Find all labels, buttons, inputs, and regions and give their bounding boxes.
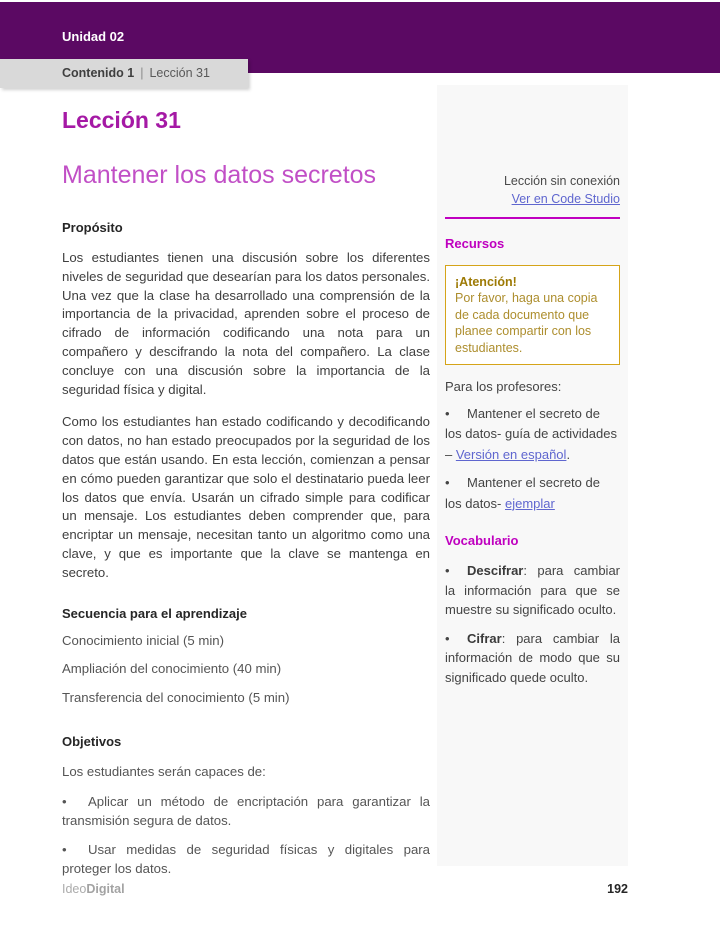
- breadcrumb-lesson-label: Lección 31: [149, 66, 210, 80]
- vocabulary-heading: Vocabulario: [445, 533, 519, 548]
- objective-item: [62, 793, 430, 831]
- footer-brand-bold: Digital: [86, 882, 125, 896]
- bullet-marker: •: [445, 630, 450, 646]
- exemplar-link[interactable]: ejemplar: [504, 495, 555, 511]
- magenta-divider: [445, 217, 620, 219]
- resources-heading: Recursos: [445, 236, 505, 251]
- breadcrumb-content-label: Contenido 1: [62, 66, 135, 80]
- bullet-marker: •: [445, 475, 450, 490]
- main-column: [62, 98, 430, 879]
- objective-item-text: Aplicar un método de encriptación para garantizar la transmisión segura de datos.: [62, 793, 430, 828]
- code-studio-link[interactable]: Ver en Code Studio: [511, 192, 620, 206]
- sequence-heading: Secuencia para el aprendizaje: [62, 605, 247, 621]
- vocabulary-item: [445, 629, 620, 688]
- breadcrumb: [0, 59, 248, 88]
- bullet-marker: •: [445, 405, 450, 421]
- bullet-marker: •: [62, 793, 67, 809]
- teacher-resource-item: [445, 404, 620, 466]
- bullet-marker: •: [445, 563, 450, 578]
- teacher-resource-text: Mantener el secreto de los datos- guía de actividades – Versión en español.: [445, 405, 617, 462]
- vocabulary-term: Descifrar: [467, 563, 524, 578]
- footer-brand: [62, 882, 125, 896]
- lesson-subtitle: Mantener los datos secretos: [62, 161, 377, 189]
- spanish-version-link[interactable]: Versión en español: [455, 446, 567, 462]
- teacher-resource-text: Mantener el secreto de los datos- ejemplar: [445, 475, 600, 511]
- attention-title: ¡Atención!: [455, 275, 517, 289]
- lesson-number-title: Lección 31: [62, 107, 181, 133]
- vocabulary-definition: : para cambiar la información de modo que su significado quede oculto.: [445, 630, 620, 685]
- sequence-item: Conocimiento inicial (5 min): [62, 632, 224, 648]
- teacher-resource-item: [445, 473, 620, 514]
- offline-block: [445, 173, 620, 208]
- attention-box: [445, 265, 620, 365]
- footer-brand-regular: Ideo: [62, 882, 87, 896]
- bullet-marker: •: [62, 842, 67, 858]
- sequence-item: Ampliación del conocimiento (40 min): [62, 661, 282, 677]
- unit-label: Unidad 02: [62, 29, 125, 44]
- vocabulary-definition: : para cambiar la información para que se muestre su significado oculto.: [445, 563, 620, 617]
- purpose-paragraph-2: Como los estudiantes han estado codificando y decodificando con datos, no han estado preocupados por la seguridad de los datos que están usando. En esta lección, comienzan a pensar en cómo pueden garantizar que solo el destinatario pueda leer los datos que envía. Usarán un cifrado simple para codificar un mensaje. Los estudiantes deben comprender que, para encriptar un mensaje, necesitan tanto un algoritmo como una clave, y que es importante que la clave se mantenga en secreto.: [62, 414, 430, 580]
- resources-sidebar: [437, 85, 628, 866]
- objective-item-text: Usar medidas de seguridad físicas y digitales para proteger los datos.: [62, 842, 430, 877]
- vocabulary-term: Cifrar: [467, 630, 502, 646]
- vocabulary-item: [445, 561, 620, 620]
- page-number: 192: [607, 882, 628, 896]
- teachers-intro: Para los profesores:: [445, 379, 562, 394]
- objectives-intro: Los estudiantes serán capaces de:: [62, 763, 266, 779]
- offline-label: Lección sin conexión: [503, 174, 620, 188]
- breadcrumb-separator: |: [140, 66, 144, 80]
- objectives-heading: Objetivos: [62, 733, 122, 749]
- attention-body: Por favor, haga una copia de cada documento que planee compartir con los estudiantes.: [455, 291, 598, 355]
- purpose-paragraph-1: Los estudiantes tienen una discusión sobre los diferentes niveles de seguridad que desearían para los datos personales. Una vez que la clase ha desarrollado una comprensión de la importancia de la privacidad, aprenden sobre el proceso de cifrado de información codificando una nota para un compañero y descifrando la nota del compañero. La clase concluye con una discusión sobre la importancia de la seguridad física y digital.: [62, 250, 430, 397]
- objective-item: [62, 841, 430, 879]
- purpose-heading: Propósito: [62, 220, 123, 235]
- sequence-item: Transferencia del conocimiento (5 min): [62, 690, 290, 706]
